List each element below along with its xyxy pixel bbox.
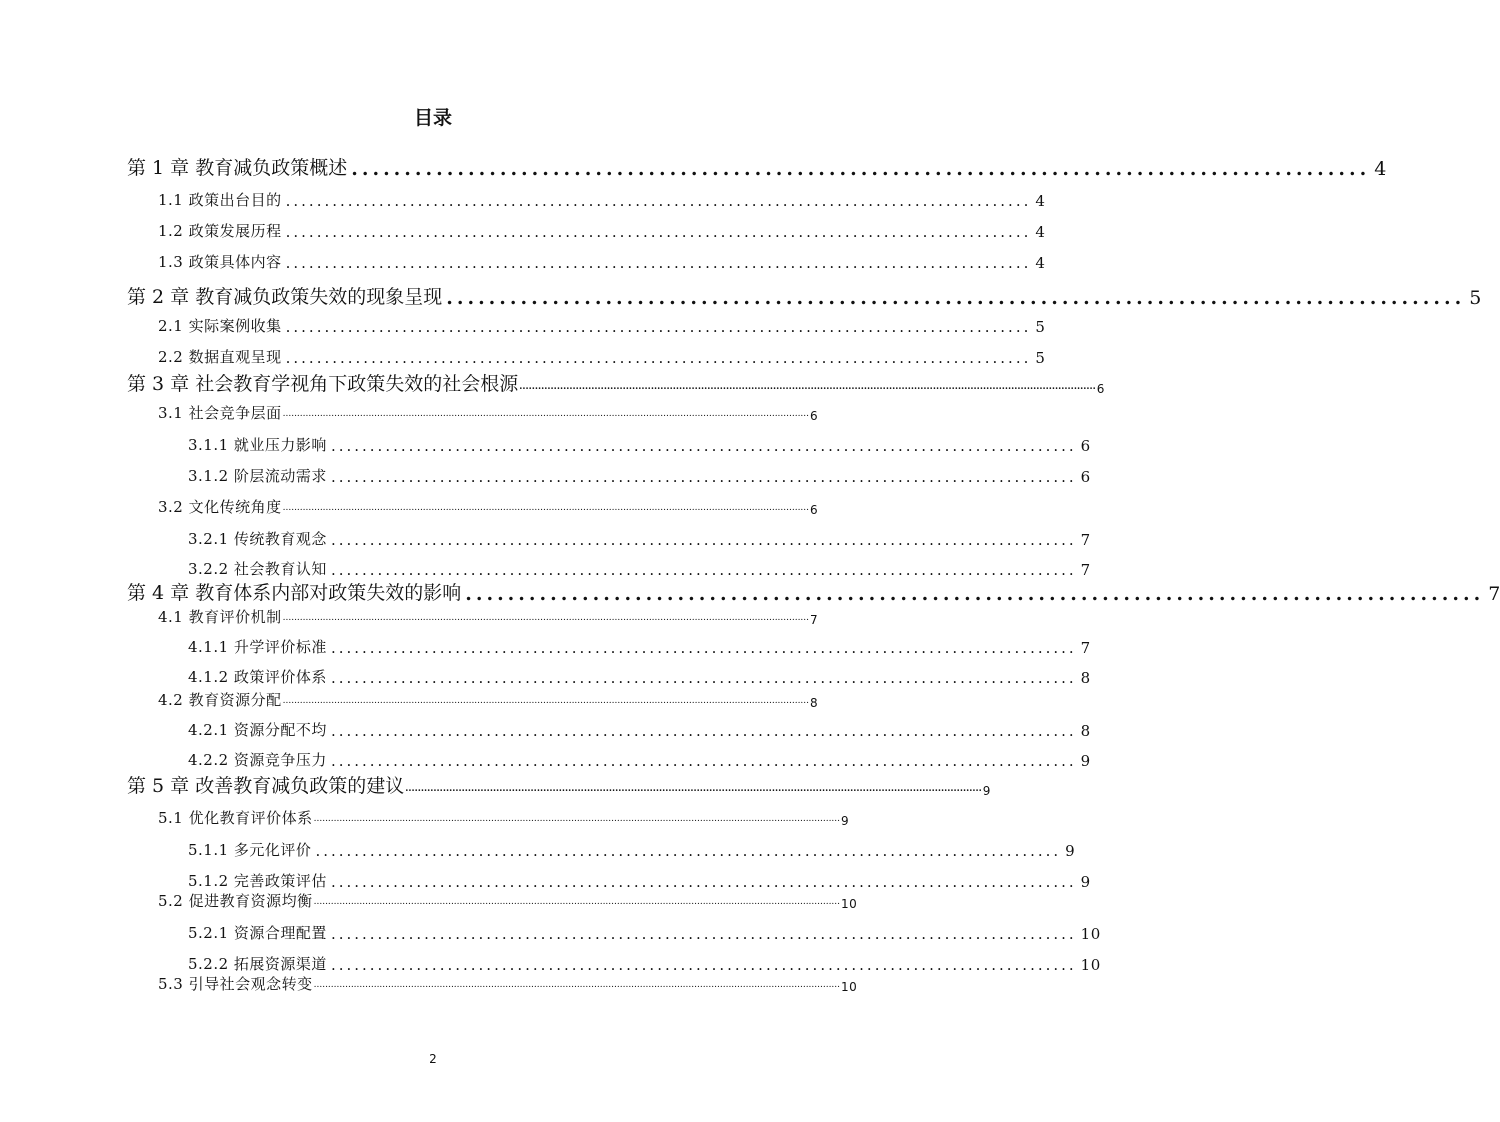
toc-entry-page: 9 — [1080, 752, 1091, 770]
page-number: 2 — [429, 1052, 437, 1066]
toc-entry-page: 7 — [1080, 531, 1091, 549]
toc-entry-label: 第 2 章 教育减负政策失效的现象呈现 — [127, 286, 443, 308]
toc-entry[interactable] — [188, 749, 1091, 770]
toc-entry-label: 5.1.2 完善政策评估 — [188, 872, 327, 890]
toc-entry[interactable] — [127, 282, 1482, 309]
toc-entry[interactable] — [188, 922, 1101, 943]
toc-entry[interactable] — [127, 771, 991, 798]
toc-entry-label: 第 5 章 改善教育减负政策的建议 — [127, 775, 405, 797]
toc-entry[interactable] — [127, 153, 1387, 180]
toc-entry[interactable] — [158, 807, 850, 828]
toc-entry-page: 5 — [1469, 287, 1482, 309]
toc-entry[interactable] — [188, 953, 1101, 974]
toc-entry-page: 7 — [810, 613, 819, 627]
dot-leader: ................................................................................................ — [330, 468, 1077, 486]
toc-entry-label: 4.1.1 升学评价标准 — [188, 638, 327, 656]
toc-entry-page: 6 — [810, 409, 819, 423]
toc-entry-label: 5.2 促进教育资源均衡 — [158, 892, 313, 910]
toc-entry-label: 5.1.1 多元化评价 — [188, 841, 312, 859]
dot-leader: ........................................................................................................................................................................................ — [405, 784, 982, 794]
toc-entry-page: 7 — [1080, 561, 1091, 579]
toc-entry-page: 7 — [1080, 639, 1091, 657]
toc-entry-page: 6 — [810, 503, 819, 517]
toc-entry[interactable] — [188, 465, 1091, 486]
toc-entry-label: 1.1 政策出台目的 — [158, 191, 282, 209]
toc-entry-page: 7 — [1488, 583, 1500, 605]
toc-entry-page: 5 — [1035, 318, 1046, 336]
toc-entry-page: 4 — [1035, 254, 1046, 272]
dot-leader: ................................................................................................ — [330, 669, 1077, 687]
toc-entry-page: 9 — [1065, 842, 1076, 860]
dot-leader: ........................................................................................................................................................................................ — [282, 696, 810, 706]
toc-entry-label: 4.1.2 政策评价体系 — [188, 668, 327, 686]
toc-entry[interactable] — [188, 636, 1091, 657]
toc-entry-label: 3.2 文化传统角度 — [158, 498, 282, 516]
toc-entry[interactable] — [188, 434, 1091, 455]
dot-leader: ................................................................................................ — [285, 254, 1032, 272]
dot-leader: ................................................................................................ — [446, 287, 1466, 309]
dot-leader: ................................................................................................ — [285, 192, 1032, 210]
toc-entry-page: 4 — [1374, 158, 1387, 180]
dot-leader: ........................................................................................................................................................................................ — [282, 409, 810, 419]
toc-entry[interactable] — [158, 689, 819, 710]
page-title: 目录 — [413, 107, 452, 129]
toc-entry-page: 10 — [1080, 925, 1101, 943]
dot-leader: ................................................................................................ — [330, 561, 1077, 579]
toc-entry[interactable] — [188, 870, 1091, 891]
toc-entry-label: 3.1.1 就业压力影响 — [188, 436, 327, 454]
dot-leader: ........................................................................................................................................................................................ — [313, 897, 841, 907]
toc-entry-label: 5.1 优化教育评价体系 — [158, 809, 313, 827]
toc-entry[interactable] — [158, 251, 1046, 272]
toc-entry-page: 9 — [982, 784, 991, 798]
toc-entry-label: 5.3 引导社会观念转变 — [158, 975, 313, 993]
dot-leader: ................................................................................................ — [330, 722, 1077, 740]
toc-entry-label: 1.3 政策具体内容 — [158, 253, 282, 271]
toc-entry-page: 9 — [1080, 873, 1091, 891]
toc-entry-label: 5.2.2 拓展资源渠道 — [188, 955, 327, 973]
toc-entry[interactable] — [188, 528, 1091, 549]
dot-leader: ................................................................................................ — [330, 437, 1077, 455]
toc-entry-label: 3.2.1 传统教育观念 — [188, 530, 327, 548]
toc-entry-label: 3.1 社会竞争层面 — [158, 404, 282, 422]
toc-entry[interactable] — [158, 496, 819, 517]
toc-entry-label: 2.2 数据直观呈现 — [158, 348, 282, 366]
toc-entry-label: 4.2 教育资源分配 — [158, 691, 282, 709]
toc-entry-label: 4.2.2 资源竞争压力 — [188, 751, 327, 769]
toc-entry-page: 10 — [841, 980, 858, 994]
toc-entry-label: 3.2.2 社会教育认知 — [188, 560, 327, 578]
dot-leader: ........................................................................................................................................................................................ — [282, 503, 810, 513]
dot-leader: ........................................................................................................................................................................................ — [313, 814, 841, 824]
dot-leader: ................................................................................................ — [330, 752, 1077, 770]
toc-entry-page: 10 — [841, 897, 858, 911]
toc-entry-page: 8 — [1080, 669, 1091, 687]
toc-entry[interactable] — [158, 890, 858, 911]
toc-entry-label: 4.2.1 资源分配不均 — [188, 721, 327, 739]
toc-entry-page: 5 — [1035, 349, 1046, 367]
toc-entry[interactable] — [158, 220, 1046, 241]
toc-entry-page: 10 — [1080, 956, 1101, 974]
toc-entry-label: 3.1.2 阶层流动需求 — [188, 467, 327, 485]
toc-entry[interactable] — [127, 578, 1500, 605]
dot-leader: ................................................................................................ — [330, 925, 1077, 943]
dot-leader: ........................................................................................................................................................................................ — [313, 980, 841, 990]
dot-leader: ........................................................................................................................................................................................ — [519, 382, 1096, 392]
dot-leader: ........................................................................................................................................................................................ — [282, 613, 810, 623]
toc-entry-page: 6 — [1080, 437, 1091, 455]
toc-entry[interactable] — [188, 666, 1091, 687]
toc-entry-page: 8 — [810, 696, 819, 710]
toc-entry[interactable] — [127, 369, 1105, 396]
toc-entry-page: 6 — [1080, 468, 1091, 486]
toc-entry[interactable] — [188, 839, 1076, 860]
toc-entry-page: 4 — [1035, 192, 1046, 210]
toc-entry-label: 第 4 章 教育体系内部对政策失效的影响 — [127, 582, 462, 604]
toc-entry-label: 第 3 章 社会教育学视角下政策失效的社会根源 — [127, 373, 519, 395]
toc-entry[interactable] — [158, 606, 819, 627]
dot-leader: ................................................................................................ — [315, 842, 1062, 860]
toc-entry-label: 4.1 教育评价机制 — [158, 608, 282, 626]
toc-entry-label: 1.2 政策发展历程 — [158, 222, 282, 240]
toc-entry[interactable] — [188, 558, 1091, 579]
toc-entry[interactable] — [158, 402, 819, 423]
toc-entry[interactable] — [188, 719, 1091, 740]
toc-entry-page: 6 — [1096, 382, 1105, 396]
dot-leader: ................................................................................................ — [351, 158, 1371, 180]
dot-leader: ................................................................................................ — [285, 349, 1032, 367]
toc-entry[interactable] — [158, 189, 1046, 210]
dot-leader: ................................................................................................ — [330, 873, 1077, 891]
dot-leader: ................................................................................................ — [330, 956, 1077, 974]
dot-leader: ................................................................................................ — [465, 583, 1485, 605]
toc-entry[interactable] — [158, 315, 1046, 336]
toc-entry-label: 5.2.1 资源合理配置 — [188, 924, 327, 942]
dot-leader: ................................................................................................ — [330, 531, 1077, 549]
toc-entry[interactable] — [158, 973, 858, 994]
dot-leader: ................................................................................................ — [285, 223, 1032, 241]
dot-leader: ................................................................................................ — [285, 318, 1032, 336]
toc-entry-page: 8 — [1080, 722, 1091, 740]
toc-entry-label: 第 1 章 教育减负政策概述 — [127, 157, 348, 179]
toc-entry-page: 9 — [841, 814, 850, 828]
toc-entry[interactable] — [158, 346, 1046, 367]
toc-entry-page: 4 — [1035, 223, 1046, 241]
dot-leader: ................................................................................................ — [330, 639, 1077, 657]
toc-entry-label: 2.1 实际案例收集 — [158, 317, 282, 335]
